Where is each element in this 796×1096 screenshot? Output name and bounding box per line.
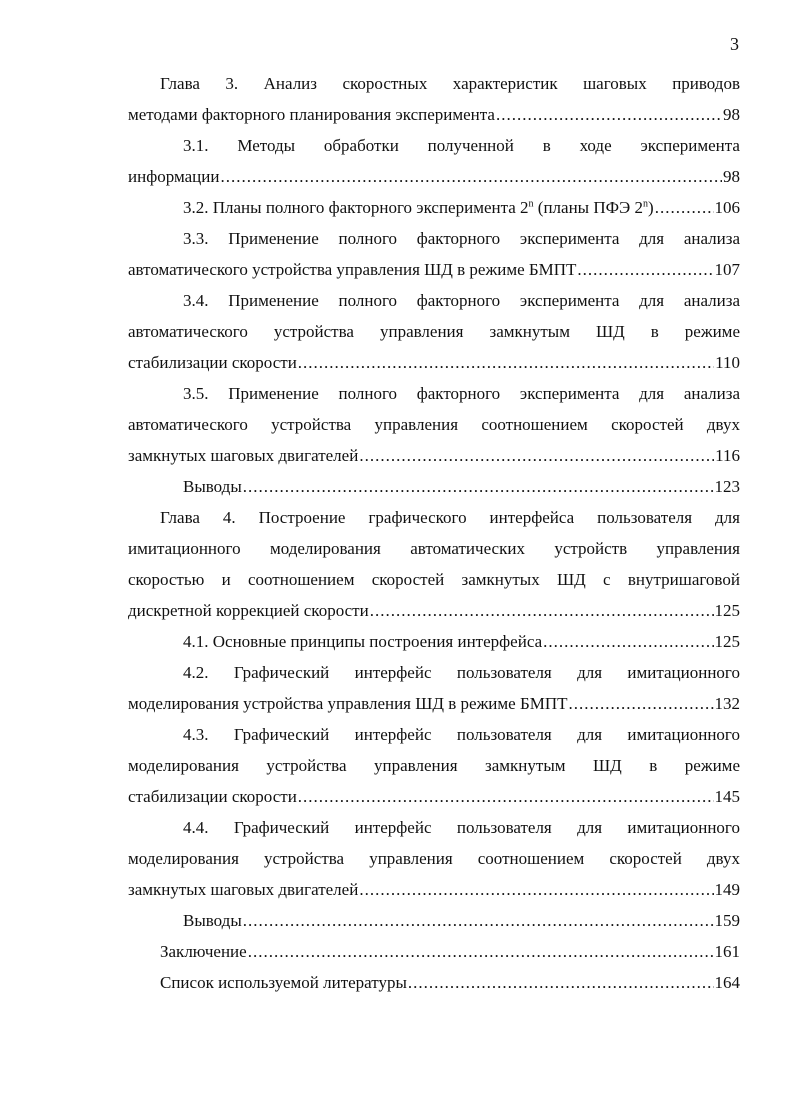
word: соотношением — [481, 415, 588, 434]
dot-leader — [298, 347, 714, 378]
toc-title: Заключение — [160, 942, 247, 961]
toc-page: 98 — [723, 105, 740, 124]
toc-entry-4-4 — [128, 812, 740, 905]
toc-line-text — [160, 502, 740, 533]
word: устройств — [554, 539, 628, 558]
word: 4. — [222, 508, 236, 527]
superscript: n — [528, 198, 534, 210]
dot-leader — [569, 688, 714, 719]
toc-entry-4-1 — [128, 626, 740, 657]
word: полного — [338, 384, 398, 403]
word: ШД — [595, 322, 625, 341]
toc-page: 98 — [723, 167, 740, 186]
word: замкнутых — [461, 570, 540, 589]
word: 4.4. — [183, 818, 209, 837]
dot-leader — [248, 936, 714, 967]
word: характеристик — [452, 74, 558, 93]
word: обработки — [323, 136, 399, 155]
word: Графический — [233, 818, 330, 837]
toc-line-text — [183, 719, 740, 750]
toc-entry-4-2 — [128, 657, 740, 719]
toc-line — [128, 564, 740, 595]
word: интерфейса — [489, 508, 575, 527]
word: факторного — [416, 291, 501, 310]
word: в — [650, 322, 659, 341]
word: Построение — [258, 508, 346, 527]
word: Применение — [228, 384, 319, 403]
dot-leader — [359, 440, 714, 471]
word: эксперимента — [519, 229, 620, 248]
toc-page: 125 — [714, 601, 740, 620]
toc-line-last — [128, 254, 740, 285]
dot-leader — [655, 192, 714, 223]
word: внутришаговой — [627, 570, 740, 589]
toc-entry-bibliography — [128, 967, 740, 998]
toc-entry-3-4 — [128, 285, 740, 378]
word: эксперимента — [519, 291, 620, 310]
toc-line — [128, 223, 740, 254]
toc-line-last — [128, 967, 740, 998]
word: моделирования — [128, 756, 239, 775]
word: шаговых — [583, 74, 647, 93]
toc-line — [128, 657, 740, 688]
toc-page: 159 — [714, 911, 740, 930]
toc-title: информации — [128, 167, 220, 186]
word: режиме — [684, 756, 740, 775]
word: приводов — [672, 74, 740, 93]
toc-page: 106 — [714, 198, 740, 217]
dot-leader — [298, 781, 714, 812]
toc-page: 107 — [714, 260, 740, 279]
word: эксперимента — [519, 384, 620, 403]
word: факторного — [416, 384, 501, 403]
page-number: 3 — [730, 34, 739, 54]
word: эксперимента — [640, 136, 740, 155]
toc-title: стабилизации скорости — [128, 353, 297, 372]
dot-leader — [543, 626, 713, 657]
word: в — [649, 756, 658, 775]
toc-line-last — [128, 936, 740, 967]
toc-line-last — [128, 905, 740, 936]
word: пользователя — [456, 663, 552, 682]
word: для — [639, 291, 665, 310]
superscript: n — [643, 198, 649, 210]
word: для — [715, 508, 740, 527]
toc-entry-4-3 — [128, 719, 740, 812]
toc-line-text — [183, 657, 740, 688]
toc-line — [128, 843, 740, 874]
word: управления — [374, 756, 458, 775]
toc-entry-conclusions-3 — [128, 471, 740, 502]
word: двух — [706, 415, 740, 434]
word: 3. — [225, 74, 239, 93]
word: управления — [379, 322, 464, 341]
toc-line — [128, 719, 740, 750]
dot-leader — [577, 254, 713, 285]
word: 4.2. — [183, 663, 209, 682]
toc-line — [128, 812, 740, 843]
word: факторного — [416, 229, 501, 248]
toc-line-text — [128, 409, 740, 440]
toc-line-last — [128, 471, 740, 502]
toc-line — [128, 285, 740, 316]
toc-line-text — [128, 533, 740, 564]
word: автоматического — [128, 322, 248, 341]
word: 4.3. — [183, 725, 209, 744]
toc-page: 149 — [714, 880, 740, 899]
dot-leader — [243, 905, 714, 936]
toc-line-text — [183, 812, 740, 843]
word: устройства — [273, 322, 354, 341]
toc-title: замкнутых шаговых двигателей — [128, 446, 359, 465]
word: замкнутым — [489, 322, 570, 341]
toc-title: стабилизации скорости — [128, 787, 297, 806]
word: для — [577, 663, 603, 682]
toc-line-text — [128, 843, 740, 874]
table-of-contents — [128, 68, 740, 998]
word: Глава — [160, 74, 200, 93]
dot-leader — [220, 161, 722, 192]
toc-title-part: 3.2. Планы полного факторного эксперимента 2 — [183, 198, 529, 217]
toc-page: 132 — [714, 694, 740, 713]
toc-line — [128, 533, 740, 564]
toc-line — [128, 130, 740, 161]
toc-line-text — [128, 564, 740, 595]
word: имитационного — [627, 725, 740, 744]
toc-entry-3-1 — [128, 130, 740, 192]
toc-line-last — [128, 595, 740, 626]
toc-title: методами факторного планирования эксперимента — [128, 105, 495, 124]
toc-line — [128, 409, 740, 440]
word: ШД — [557, 570, 586, 589]
word: скоростных — [342, 74, 428, 93]
word: режиме — [684, 322, 740, 341]
word: в — [542, 136, 551, 155]
word: графического — [368, 508, 467, 527]
word: интерфейс — [354, 725, 432, 744]
word: полного — [338, 229, 398, 248]
word: 3.5. — [183, 384, 209, 403]
word: скоростей — [609, 849, 682, 868]
dot-leader — [370, 595, 714, 626]
toc-page: 123 — [714, 477, 740, 496]
toc-line-last — [128, 347, 740, 378]
word: Анализ — [263, 74, 317, 93]
toc-entry-3-5 — [128, 378, 740, 471]
word: устройства — [264, 849, 345, 868]
toc-title: Выводы — [183, 477, 242, 496]
toc-title: дискретной коррекцией скорости — [128, 601, 369, 620]
word: с — [603, 570, 611, 589]
toc-title-part: (планы ПФЭ 2 — [533, 198, 644, 217]
toc-title: автоматического устройства управления ШД в режиме БМПТ — [128, 260, 577, 279]
word: Применение — [228, 229, 319, 248]
dot-leader — [408, 967, 714, 998]
toc-entry-3-3 — [128, 223, 740, 285]
word: двух — [706, 849, 740, 868]
toc-line-text — [183, 130, 740, 161]
toc-title: 4.1. Основные принципы построения интерфейса — [183, 632, 543, 651]
toc-line — [128, 750, 740, 781]
word: ходе — [579, 136, 612, 155]
toc-line-last — [128, 781, 740, 812]
word: управления — [369, 849, 453, 868]
toc-line-text — [160, 68, 740, 99]
toc-entry-3-2 — [128, 192, 740, 223]
word: имитационного — [128, 539, 241, 558]
toc-line — [128, 502, 740, 533]
word: 3.4. — [183, 291, 209, 310]
word: автоматических — [410, 539, 525, 558]
word: пользователя — [597, 508, 693, 527]
word: ШД — [593, 756, 622, 775]
word: Глава — [160, 508, 200, 527]
dot-leader — [496, 99, 722, 130]
toc-line-text — [183, 285, 740, 316]
word: для — [577, 818, 603, 837]
word: имитационного — [627, 663, 740, 682]
toc-line — [128, 68, 740, 99]
word: скоростей — [371, 570, 445, 589]
word: пользователя — [456, 818, 552, 837]
word: анализа — [683, 229, 740, 248]
word: интерфейс — [354, 818, 432, 837]
word: анализа — [683, 291, 740, 310]
toc-line-last — [128, 99, 740, 130]
word: моделирования — [269, 539, 381, 558]
toc-page: 145 — [714, 787, 740, 806]
word: соотношением — [247, 570, 355, 589]
word: имитационного — [627, 818, 740, 837]
toc-entry-conclusion — [128, 936, 740, 967]
toc-title: Выводы — [183, 911, 242, 930]
word: устройства — [271, 415, 352, 434]
dot-leader — [243, 471, 714, 502]
word: скоростей — [611, 415, 684, 434]
word: соотношением — [477, 849, 585, 868]
word: Применение — [228, 291, 319, 310]
toc-line-last — [128, 161, 740, 192]
toc-line-text — [183, 223, 740, 254]
word: 3.3. — [183, 229, 209, 248]
toc-entry-conclusions-4 — [128, 905, 740, 936]
toc-line-last — [128, 626, 740, 657]
toc-line-last — [128, 874, 740, 905]
word: управления — [656, 539, 740, 558]
toc-line-last — [128, 440, 740, 471]
word: анализа — [683, 384, 740, 403]
toc-entry-chapter-3 — [128, 68, 740, 130]
word: моделирования — [128, 849, 239, 868]
toc-title: моделирования устройства управления ШД в режиме БМПТ — [128, 694, 568, 713]
toc-line — [128, 316, 740, 347]
toc-line-text — [128, 750, 740, 781]
toc-title — [183, 192, 654, 223]
toc-page: 116 — [715, 446, 740, 465]
word: автоматического — [128, 415, 248, 434]
word: Методы — [237, 136, 296, 155]
word: интерфейс — [354, 663, 432, 682]
word: 3.1. — [183, 136, 209, 155]
toc-line-last — [128, 688, 740, 719]
toc-title: замкнутых шаговых двигателей — [128, 880, 359, 899]
word: Графический — [233, 663, 330, 682]
toc-title-part: ) — [648, 198, 654, 217]
toc-page: 125 — [714, 632, 740, 651]
dot-leader — [359, 874, 713, 905]
word: полного — [338, 291, 398, 310]
word: для — [639, 384, 665, 403]
word: для — [639, 229, 665, 248]
word: полученной — [427, 136, 514, 155]
toc-line — [128, 378, 740, 409]
word: замкнутым — [485, 756, 566, 775]
toc-entry-chapter-4 — [128, 502, 740, 626]
toc-page: 164 — [714, 973, 740, 992]
word: для — [577, 725, 603, 744]
toc-page: 161 — [714, 942, 740, 961]
toc-page: 110 — [715, 353, 740, 372]
word: скоростью — [128, 570, 205, 589]
word: управления — [374, 415, 459, 434]
toc-title: Список используемой литературы — [160, 973, 407, 992]
toc-line-last — [128, 192, 740, 223]
word: Графический — [233, 725, 330, 744]
toc-line-text — [128, 316, 740, 347]
toc-line-text — [183, 378, 740, 409]
word: и — [221, 570, 231, 589]
word: устройства — [266, 756, 347, 775]
word: пользователя — [456, 725, 552, 744]
